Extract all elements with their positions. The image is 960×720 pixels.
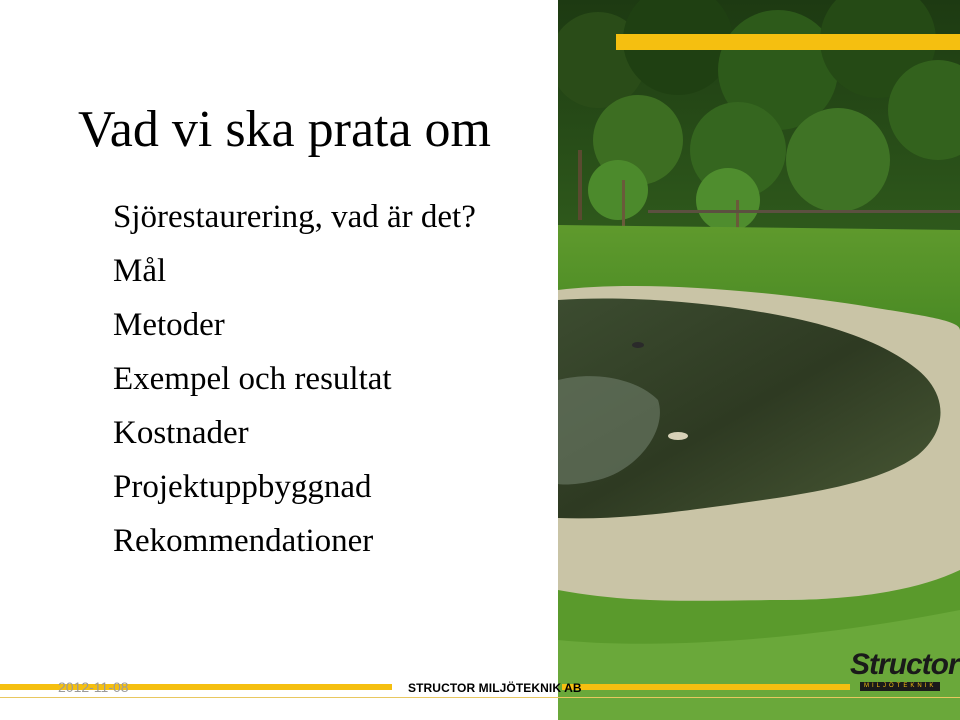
- slide-title: Vad vi ska prata om: [78, 101, 492, 158]
- structor-logo: [846, 648, 959, 694]
- footer-accent-bar-right: [562, 684, 850, 690]
- agenda-list: [113, 190, 476, 568]
- agenda-item: Mål: [113, 253, 167, 289]
- agenda-item: Kostnader: [113, 415, 249, 451]
- logo-name: Structor: [850, 648, 959, 681]
- accent-bar-top: [616, 34, 960, 50]
- footer-divider: [0, 697, 960, 698]
- agenda-item: Metoder: [113, 307, 225, 343]
- footer-date: 2012-11-08: [58, 679, 129, 695]
- agenda-item: Exempel och resultat: [113, 361, 392, 397]
- footer-company: STRUCTOR MILJÖTEKNIK AB: [408, 681, 582, 695]
- agenda-item: Sjörestaurering, vad är det?: [113, 199, 476, 235]
- logo-subtitle: MILJÖTEKNIK: [860, 682, 940, 691]
- agenda-item: Projektuppbyggnad: [113, 469, 372, 505]
- agenda-item: Rekommendationer: [113, 523, 374, 559]
- pond-photo: [558, 0, 960, 720]
